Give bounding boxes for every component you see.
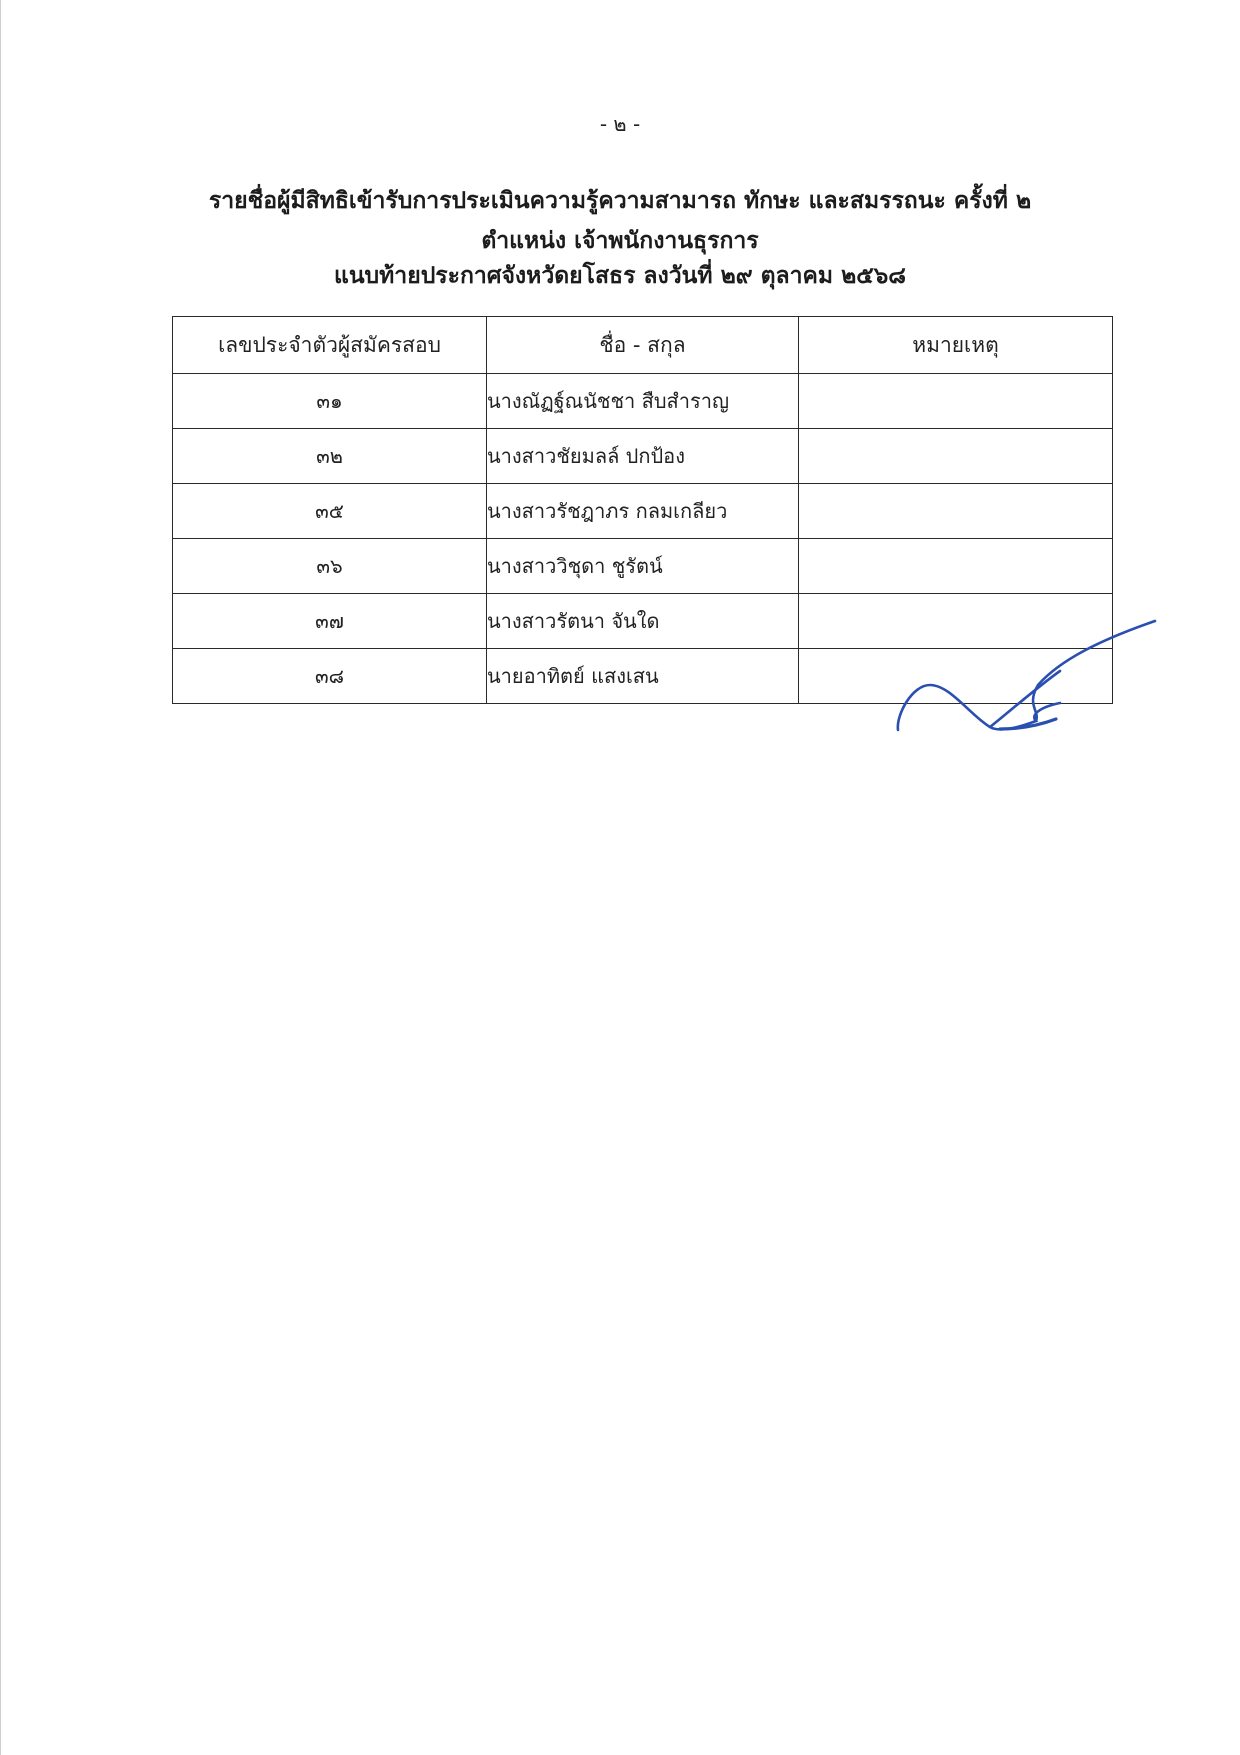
position-title: ตำแหน่ง เจ้าพนักงานธุรการ: [481, 228, 759, 254]
candidate-name: นางณัฏฐ์ณนัชชา สืบสำราญ: [487, 374, 799, 429]
candidate-name: นางสาวรัตนา จันใด: [487, 594, 799, 649]
candidate-id: ๓๖: [173, 539, 487, 594]
table-row: [173, 539, 1113, 594]
candidate-remark: [799, 649, 1113, 704]
candidate-name: นางสาวชัยมลล์ ปกป้อง: [487, 429, 799, 484]
candidate-id: ๓๘: [173, 649, 487, 704]
page-number: - ๒ -: [599, 112, 641, 136]
candidate-remark: [799, 374, 1113, 429]
candidate-id: ๓๕: [173, 484, 487, 539]
signature-stroke: [1000, 719, 1056, 729]
candidate-remark: [799, 539, 1113, 594]
table-row: [173, 484, 1113, 539]
table-row: [173, 594, 1113, 649]
column-header-candidate-id: เลขประจำตัวผู้สมัครสอบ: [173, 317, 487, 374]
candidate-name: นางสาววิชุดา ชูรัตน์: [487, 539, 799, 594]
candidate-id: ๓๒: [173, 429, 487, 484]
candidate-table: [172, 316, 1113, 704]
table-row: [173, 649, 1113, 704]
announcement-reference: แนบท้ายประกาศจังหวัดยโสธร ลงวันที่ ๒๙ ตุลาคม ๒๕๖๘: [334, 263, 906, 289]
candidate-name: นางสาวรัชฎาภร กลมเกลียว: [487, 484, 799, 539]
candidate-id: ๓๑: [173, 374, 487, 429]
table-row: [173, 374, 1113, 429]
candidate-remark: [799, 484, 1113, 539]
table-header-row: [173, 317, 1113, 374]
candidate-remark: [799, 594, 1113, 649]
candidate-name: นายอาทิตย์ แสงเสน: [487, 649, 799, 704]
candidate-id: ๓๗: [173, 594, 487, 649]
candidate-remark: [799, 429, 1113, 484]
table-row: [173, 429, 1113, 484]
column-header-remarks: หมายเหตุ: [799, 317, 1113, 374]
column-header-full-name: ชื่อ - สกุล: [487, 317, 799, 374]
document-title: รายชื่อผู้มีสิทธิเข้ารับการประเมินความรู้ความสามารถ ทักษะ และสมรรถนะ ครั้งที่ ๒: [208, 188, 1032, 214]
